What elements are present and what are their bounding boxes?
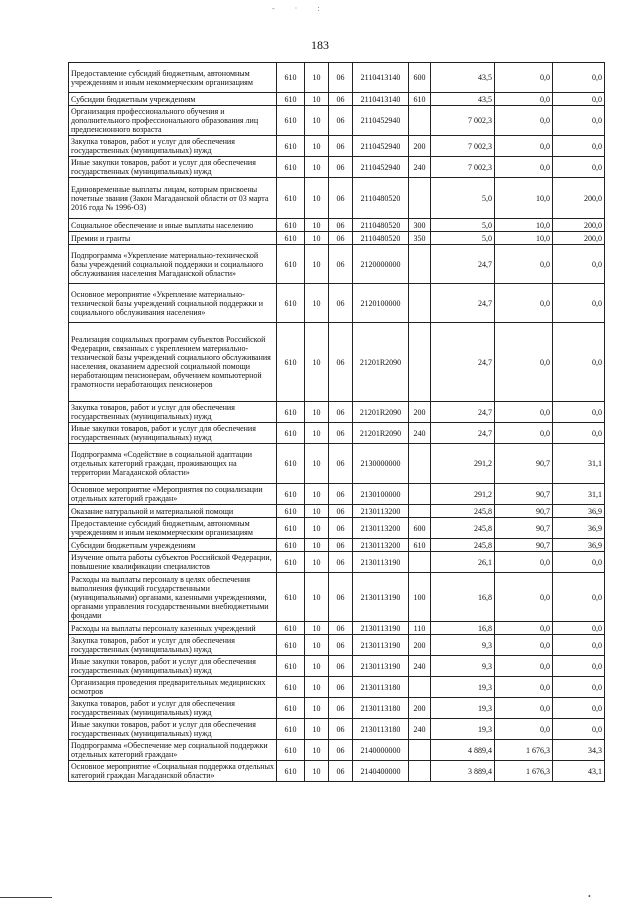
cell-subsection: 06 [329,423,353,444]
cell-section: 10 [305,539,329,552]
cell-subsection: 06 [329,573,353,622]
cell-name: Закупка товаров, работ и услуг для обеспечения государственных (муниципальных) нужд [69,698,277,719]
cell-subsection: 06 [329,232,353,245]
cell-admin-code: 610 [277,552,305,573]
cell-section: 10 [305,622,329,635]
cell-section: 10 [305,635,329,656]
cell-name: Иные закупки товаров, работ и услуг для обеспечения государственных (муниципальных) нужд [69,157,277,178]
cell-amount-1: 24,7 [431,423,495,444]
table-row [69,622,605,635]
cell-target-article: 2110413140 [353,63,409,93]
cell-target-article: 21201R2090 [353,402,409,423]
cell-amount-2: 0,0 [495,136,553,157]
cell-subsection: 06 [329,93,353,106]
cell-amount-2: 0,0 [495,635,553,656]
cell-amount-3: 0,0 [553,423,605,444]
table-row [69,505,605,518]
cell-amount-2: 0,0 [495,423,553,444]
cell-amount-1: 4 889,4 [431,740,495,761]
cell-amount-2: 90,7 [495,518,553,539]
cell-expense-type [409,484,431,505]
cell-admin-code: 610 [277,93,305,106]
cell-admin-code: 610 [277,635,305,656]
budget-table [68,62,605,782]
cell-expense-type: 240 [409,719,431,740]
cell-expense-type [409,284,431,323]
cell-target-article: 2130113190 [353,622,409,635]
cell-section: 10 [305,505,329,518]
cell-amount-3: 0,0 [553,245,605,284]
cell-amount-2: 0,0 [495,656,553,677]
cell-amount-1: 3 889,4 [431,761,495,782]
cell-target-article: 2130113200 [353,505,409,518]
cell-admin-code: 610 [277,423,305,444]
cell-subsection: 06 [329,698,353,719]
cell-expense-type: 240 [409,423,431,444]
cell-target-article: 2110413140 [353,93,409,106]
cell-expense-type: 200 [409,635,431,656]
cell-expense-type: 110 [409,622,431,635]
cell-target-article: 2130113190 [353,573,409,622]
cell-amount-1: 7 002,3 [431,157,495,178]
cell-amount-3: 0,0 [553,93,605,106]
cell-target-article: 2130113180 [353,698,409,719]
table-row [69,635,605,656]
cell-target-article: 2110480520 [353,232,409,245]
cell-amount-2: 10,0 [495,178,553,219]
cell-admin-code: 610 [277,677,305,698]
table-row [69,698,605,719]
cell-name: Субсидии бюджетным учреждениям [69,93,277,106]
cell-target-article: 2130113180 [353,677,409,698]
cell-admin-code: 610 [277,518,305,539]
cell-amount-1: 5,0 [431,232,495,245]
cell-expense-type [409,505,431,518]
cell-section: 10 [305,232,329,245]
cell-amount-3: 0,0 [553,677,605,698]
cell-expense-type [409,444,431,484]
scan-marks: - · : [272,4,329,13]
cell-expense-type [409,677,431,698]
cell-admin-code: 610 [277,106,305,136]
cell-amount-2: 0,0 [495,245,553,284]
cell-expense-type: 200 [409,136,431,157]
cell-amount-1: 19,3 [431,719,495,740]
cell-name: Расходы на выплаты персоналу в целях обеспечения выполнения функций государственными (муниципальными) органами, казенными учреждениями, органами управления государственными внебюджетными фондами [69,573,277,622]
cell-admin-code: 610 [277,245,305,284]
cell-admin-code: 610 [277,219,305,232]
table-row [69,656,605,677]
cell-section: 10 [305,444,329,484]
cell-name: Иные закупки товаров, работ и услуг для обеспечения государственных (муниципальных) нужд [69,423,277,444]
cell-amount-3: 0,0 [553,284,605,323]
cell-subsection: 06 [329,656,353,677]
table-row [69,284,605,323]
cell-amount-2: 0,0 [495,323,553,402]
cell-amount-3: 200,0 [553,232,605,245]
cell-amount-1: 9,3 [431,656,495,677]
cell-subsection: 06 [329,136,353,157]
cell-name: Единовременные выплаты лицам, которым присвоены почетные звания (Закон Магаданской области от 03 марта 2016 года № 1996-ОЗ) [69,178,277,219]
bottom-divider [0,897,52,898]
cell-target-article: 2130113200 [353,518,409,539]
cell-subsection: 06 [329,323,353,402]
cell-amount-1: 291,2 [431,444,495,484]
cell-amount-2: 10,0 [495,232,553,245]
cell-expense-type [409,178,431,219]
table-row [69,484,605,505]
cell-section: 10 [305,157,329,178]
cell-amount-3: 0,0 [553,635,605,656]
table-row [69,423,605,444]
table-row [69,323,605,402]
cell-amount-1: 7 002,3 [431,106,495,136]
table-row [69,63,605,93]
cell-subsection: 06 [329,505,353,518]
cell-expense-type [409,106,431,136]
cell-amount-1: 19,3 [431,677,495,698]
cell-amount-1: 16,8 [431,573,495,622]
cell-section: 10 [305,178,329,219]
cell-admin-code: 610 [277,761,305,782]
cell-expense-type [409,740,431,761]
table-row [69,93,605,106]
cell-amount-3: 36,9 [553,539,605,552]
cell-amount-3: 0,0 [553,656,605,677]
cell-admin-code: 610 [277,63,305,93]
cell-expense-type: 600 [409,518,431,539]
cell-amount-2: 90,7 [495,505,553,518]
cell-subsection: 06 [329,178,353,219]
table-row [69,444,605,484]
cell-subsection: 06 [329,157,353,178]
cell-amount-1: 5,0 [431,219,495,232]
cell-subsection: 06 [329,635,353,656]
cell-amount-1: 16,8 [431,622,495,635]
cell-amount-2: 0,0 [495,63,553,93]
cell-expense-type: 610 [409,93,431,106]
cell-expense-type: 300 [409,219,431,232]
cell-amount-1: 43,5 [431,63,495,93]
cell-expense-type: 600 [409,63,431,93]
bottom-mark: • [588,892,591,901]
cell-admin-code: 610 [277,232,305,245]
cell-amount-1: 24,7 [431,284,495,323]
cell-target-article: 2130113190 [353,552,409,573]
cell-name: Подпрограмма «Укрепление материально-технической базы учреждений социальной поддержки и социального обслуживания населения Магаданской области» [69,245,277,284]
cell-amount-2: 1 676,3 [495,761,553,782]
cell-admin-code: 610 [277,444,305,484]
cell-amount-2: 1 676,3 [495,740,553,761]
cell-admin-code: 610 [277,698,305,719]
cell-name: Иные закупки товаров, работ и услуг для обеспечения государственных (муниципальных) нужд [69,656,277,677]
cell-amount-3: 200,0 [553,219,605,232]
cell-name: Основное мероприятие «Мероприятия по социализации отдельных категорий граждан» [69,484,277,505]
cell-amount-1: 19,3 [431,698,495,719]
cell-section: 10 [305,219,329,232]
cell-amount-1: 24,7 [431,245,495,284]
cell-target-article: 2130000000 [353,444,409,484]
cell-amount-3: 0,0 [553,552,605,573]
cell-target-article: 2110452940 [353,136,409,157]
cell-amount-2: 0,0 [495,402,553,423]
cell-name: Предоставление субсидий бюджетным, автономным учреждениям и иным некоммерческим организациям [69,518,277,539]
cell-section: 10 [305,245,329,284]
cell-name: Изучение опыта работы субъектов Российской Федерации, повышение квалификации специалистов [69,552,277,573]
cell-section: 10 [305,423,329,444]
cell-amount-3: 0,0 [553,698,605,719]
cell-name: Организация профессионального обучения и дополнительного профессионального образования лиц предпенсионного возраста [69,106,277,136]
cell-expense-type: 240 [409,656,431,677]
cell-section: 10 [305,719,329,740]
cell-section: 10 [305,323,329,402]
cell-amount-3: 31,1 [553,444,605,484]
cell-subsection: 06 [329,219,353,232]
cell-target-article: 2130100000 [353,484,409,505]
cell-target-article: 21201R2090 [353,323,409,402]
cell-amount-3: 0,0 [553,719,605,740]
cell-amount-2: 0,0 [495,677,553,698]
cell-target-article: 2110480520 [353,219,409,232]
cell-admin-code: 610 [277,740,305,761]
cell-admin-code: 610 [277,178,305,219]
cell-amount-3: 0,0 [553,63,605,93]
table-row [69,157,605,178]
cell-amount-1: 5,0 [431,178,495,219]
cell-amount-3: 200,0 [553,178,605,219]
cell-amount-3: 0,0 [553,573,605,622]
cell-amount-1: 24,7 [431,323,495,402]
cell-subsection: 06 [329,761,353,782]
cell-admin-code: 610 [277,402,305,423]
cell-name: Закупка товаров, работ и услуг для обеспечения государственных (муниципальных) нужд [69,136,277,157]
cell-amount-2: 90,7 [495,444,553,484]
cell-amount-3: 0,0 [553,402,605,423]
cell-amount-1: 9,3 [431,635,495,656]
table-row [69,245,605,284]
cell-amount-2: 0,0 [495,552,553,573]
cell-expense-type [409,245,431,284]
table-row [69,761,605,782]
cell-admin-code: 610 [277,622,305,635]
cell-target-article: 2130113200 [353,539,409,552]
cell-amount-1: 26,1 [431,552,495,573]
cell-subsection: 06 [329,622,353,635]
cell-expense-type: 610 [409,539,431,552]
table-row [69,178,605,219]
table-row [69,518,605,539]
cell-admin-code: 610 [277,284,305,323]
table-row [69,740,605,761]
cell-admin-code: 610 [277,136,305,157]
cell-name: Социальное обеспечение и иные выплаты населению [69,219,277,232]
cell-name: Основное мероприятие «Социальная поддержка отдельных категорий граждан Магаданской области» [69,761,277,782]
cell-amount-2: 0,0 [495,284,553,323]
cell-amount-3: 0,0 [553,157,605,178]
cell-name: Закупка товаров, работ и услуг для обеспечения государственных (муниципальных) нужд [69,402,277,423]
cell-name: Субсидии бюджетным учреждениям [69,539,277,552]
table-body [69,63,605,782]
cell-admin-code: 610 [277,539,305,552]
cell-target-article: 21201R2090 [353,423,409,444]
cell-admin-code: 610 [277,323,305,402]
cell-admin-code: 610 [277,656,305,677]
cell-section: 10 [305,518,329,539]
cell-amount-2: 0,0 [495,573,553,622]
cell-expense-type: 100 [409,573,431,622]
table-row [69,136,605,157]
cell-subsection: 06 [329,106,353,136]
cell-expense-type: 200 [409,698,431,719]
cell-amount-1: 7 002,3 [431,136,495,157]
cell-amount-3: 0,0 [553,622,605,635]
cell-amount-2: 90,7 [495,539,553,552]
cell-expense-type [409,761,431,782]
cell-name: Расходы на выплаты персоналу казенных учреждений [69,622,277,635]
cell-subsection: 06 [329,402,353,423]
cell-amount-2: 0,0 [495,698,553,719]
cell-amount-2: 0,0 [495,157,553,178]
cell-amount-3: 43,1 [553,761,605,782]
cell-amount-3: 0,0 [553,136,605,157]
cell-expense-type: 200 [409,402,431,423]
cell-section: 10 [305,284,329,323]
cell-expense-type [409,552,431,573]
cell-name: Закупка товаров, работ и услуг для обеспечения государственных (муниципальных) нужд [69,635,277,656]
cell-amount-1: 43,5 [431,93,495,106]
cell-amount-1: 245,8 [431,539,495,552]
cell-amount-1: 245,8 [431,518,495,539]
cell-section: 10 [305,740,329,761]
cell-expense-type: 240 [409,157,431,178]
cell-section: 10 [305,698,329,719]
cell-section: 10 [305,93,329,106]
cell-section: 10 [305,677,329,698]
cell-section: 10 [305,136,329,157]
cell-admin-code: 610 [277,484,305,505]
cell-name: Оказание натуральной и материальной помощи [69,505,277,518]
cell-amount-2: 0,0 [495,622,553,635]
cell-target-article: 2130113190 [353,635,409,656]
cell-admin-code: 610 [277,505,305,518]
cell-target-article: 2130113180 [353,719,409,740]
cell-amount-3: 31,1 [553,484,605,505]
table-row [69,106,605,136]
cell-section: 10 [305,63,329,93]
cell-target-article: 2120100000 [353,284,409,323]
cell-section: 10 [305,402,329,423]
cell-name: Иные закупки товаров, работ и услуг для обеспечения государственных (муниципальных) нужд [69,719,277,740]
cell-subsection: 06 [329,63,353,93]
cell-target-article: 2110452940 [353,157,409,178]
cell-amount-3: 34,3 [553,740,605,761]
cell-section: 10 [305,484,329,505]
cell-section: 10 [305,656,329,677]
cell-amount-3: 36,9 [553,518,605,539]
cell-name: Подпрограмма «Обеспечение мер социальной поддержки отдельных категорий граждан» [69,740,277,761]
table-row [69,719,605,740]
cell-name: Предоставление субсидий бюджетным, автономным учреждениям и иным некоммерческим организациям [69,63,277,93]
page-number: 183 [311,38,329,52]
cell-subsection: 06 [329,539,353,552]
cell-name: Подпрограмма «Содействие в социальной адаптации отдельных категорий граждан, проживающих на территории Магаданской области» [69,444,277,484]
cell-section: 10 [305,761,329,782]
cell-amount-3: 36,9 [553,505,605,518]
cell-subsection: 06 [329,719,353,740]
cell-subsection: 06 [329,484,353,505]
cell-expense-type [409,323,431,402]
cell-target-article: 2110452940 [353,106,409,136]
cell-target-article: 2140400000 [353,761,409,782]
cell-subsection: 06 [329,677,353,698]
cell-subsection: 06 [329,518,353,539]
cell-admin-code: 610 [277,157,305,178]
cell-name: Премии и гранты [69,232,277,245]
cell-amount-1: 291,2 [431,484,495,505]
cell-amount-2: 0,0 [495,93,553,106]
table-row [69,573,605,622]
cell-amount-1: 245,8 [431,505,495,518]
cell-target-article: 2120000000 [353,245,409,284]
table-row [69,552,605,573]
cell-subsection: 06 [329,245,353,284]
cell-section: 10 [305,106,329,136]
table-row [69,402,605,423]
cell-amount-2: 90,7 [495,484,553,505]
table-row [69,539,605,552]
cell-expense-type: 350 [409,232,431,245]
cell-target-article: 2110480520 [353,178,409,219]
cell-name: Реализация социальных программ субъектов Российской Федерации, связанных с укреплением материально-технической базы учреждений социального обслуживания населения, оказанием адресной социальной помощи неработающим пенсионерам, обучением компьютерной грамотности неработающих пенсионеров [69,323,277,402]
cell-subsection: 06 [329,284,353,323]
cell-amount-1: 24,7 [431,402,495,423]
cell-admin-code: 610 [277,573,305,622]
cell-amount-2: 0,0 [495,106,553,136]
cell-name: Организация проведения предварительных медицинских осмотров [69,677,277,698]
cell-subsection: 06 [329,740,353,761]
cell-amount-2: 0,0 [495,719,553,740]
cell-amount-3: 0,0 [553,106,605,136]
cell-name: Основное мероприятие «Укрепление материально-технической базы учреждений социальной поддержки и социального обслуживания населения» [69,284,277,323]
cell-section: 10 [305,573,329,622]
cell-section: 10 [305,552,329,573]
table-row [69,677,605,698]
cell-target-article: 2140000000 [353,740,409,761]
cell-subsection: 06 [329,444,353,484]
table-row [69,219,605,232]
cell-target-article: 2130113190 [353,656,409,677]
cell-amount-3: 0,0 [553,323,605,402]
cell-subsection: 06 [329,552,353,573]
table-row [69,232,605,245]
cell-amount-2: 10,0 [495,219,553,232]
cell-admin-code: 610 [277,719,305,740]
